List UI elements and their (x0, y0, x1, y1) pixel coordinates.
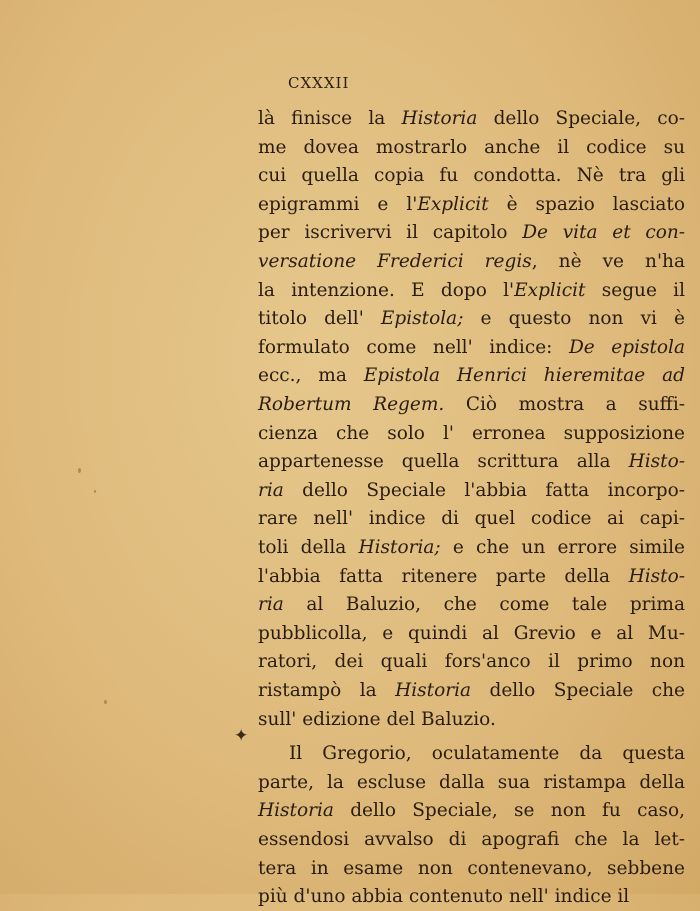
italic-text: Epistola; (380, 308, 464, 330)
text-run: dello Speciale, co- (477, 108, 685, 129)
italic-text: Historia (395, 680, 472, 701)
text-line (258, 362, 685, 390)
text-run: Ciò mostra a suffi- (444, 394, 685, 415)
text-run: dello Speciale l'abbia fatta incorpo- (283, 479, 685, 501)
text-line (258, 191, 685, 219)
italic-text: versatione Frederici regis (258, 251, 532, 272)
text-line (258, 448, 685, 476)
text-run: dello Speciale che (471, 680, 686, 701)
text-line (258, 248, 685, 276)
text-run: sull' edizione del Baluzio. (258, 708, 496, 730)
text-run: me dovea mostrarlo anche il codice su (258, 136, 685, 158)
italic-text: ria (258, 479, 284, 501)
text-run: formulato come nell' indice: (258, 336, 569, 358)
text-line (258, 826, 685, 854)
text-line (258, 769, 685, 797)
text-run: titolo dell' (258, 308, 381, 330)
text-run: essendosi avvalso di apografi che la let- (258, 829, 685, 850)
text-run: più d'uno abbia contenuto nell' indice il (258, 886, 630, 908)
text-line (258, 505, 685, 533)
text-run: segue il (585, 279, 685, 301)
text-line (258, 334, 685, 362)
text-line (258, 534, 685, 562)
text-line (258, 648, 685, 676)
text-line (258, 563, 685, 591)
text-run: cui quella copia fu condotta. Nè tra gli (258, 165, 685, 187)
text-line (258, 706, 685, 734)
paper-speck (78, 468, 81, 473)
italic-text: De vita et con- (522, 222, 685, 244)
text-run: l'abbia fatta ritenere parte della (258, 565, 629, 587)
text-run: , nè ve n'ha (531, 251, 685, 272)
text-run: ecc., ma (258, 365, 364, 387)
text-line (258, 162, 685, 190)
text-line (258, 305, 685, 333)
text-run: epigrammi e l' (258, 193, 418, 215)
text-line (258, 677, 685, 705)
text-run: dello Speciale, se non fu caso, (333, 800, 685, 822)
text-line (258, 591, 685, 619)
text-run: ristampò la (258, 680, 396, 701)
text-line (258, 134, 685, 162)
text-line (258, 219, 685, 247)
text-run: per iscrivervi il capitolo (258, 222, 523, 244)
italic-text: Robertum Regem. (258, 394, 445, 415)
text-run: e che un errore simile (440, 537, 685, 558)
italic-text: ria (258, 594, 284, 616)
italic-text: De epistola (568, 336, 685, 358)
text-run: la intenzione. E dopo l' (258, 279, 515, 301)
text-run: è spazio lasciato (488, 193, 686, 215)
text-run: tera in esame non contenevano, sebbene (258, 857, 685, 879)
text-line (258, 477, 685, 505)
text-run: rare nell' indice di quel codice ai capi- (258, 508, 685, 530)
text-run: parte, la escluse dalla sua ristampa della (258, 771, 685, 793)
italic-text: Histo- (628, 451, 685, 473)
italic-text: Historia (401, 108, 478, 129)
italic-text: Explicit (514, 279, 586, 301)
text-line (258, 105, 685, 133)
text-line (258, 420, 685, 448)
text-line (258, 883, 685, 911)
text-run: là finisce la (258, 108, 402, 129)
text-run: cienza che solo l' erronea supposizione (258, 422, 685, 444)
text-run: appartenesse quella scrittura alla (258, 451, 629, 473)
italic-text: Histo- (628, 565, 685, 587)
page-number: CXXXII (288, 74, 350, 92)
italic-text: Historia; (358, 537, 441, 558)
text-run: Il Gregorio, oculatamente da questa (289, 743, 685, 765)
text-line (258, 620, 685, 648)
text-run: e questo non vi è (463, 308, 685, 330)
text-run: toli della (258, 537, 359, 558)
italic-text: Epistola Henrici hieremitae ad (363, 365, 685, 387)
paper-speck (104, 700, 107, 704)
italic-text: Explicit (417, 193, 489, 215)
text-line (258, 391, 685, 419)
text-run: al Baluzio, che come tale prima (283, 594, 685, 616)
text-line (258, 277, 685, 305)
text-line (258, 797, 685, 825)
text-run: ratori, dei quali fors'anco il primo non (258, 651, 685, 673)
paper-speck (94, 490, 96, 493)
text-run: pubblicolla, e quindi al Grevio e al Mu- (258, 622, 685, 644)
margin-mark-icon: ✦ (234, 726, 249, 746)
italic-text: Historia (258, 800, 334, 822)
text-line (258, 855, 685, 883)
text-line (289, 740, 685, 768)
